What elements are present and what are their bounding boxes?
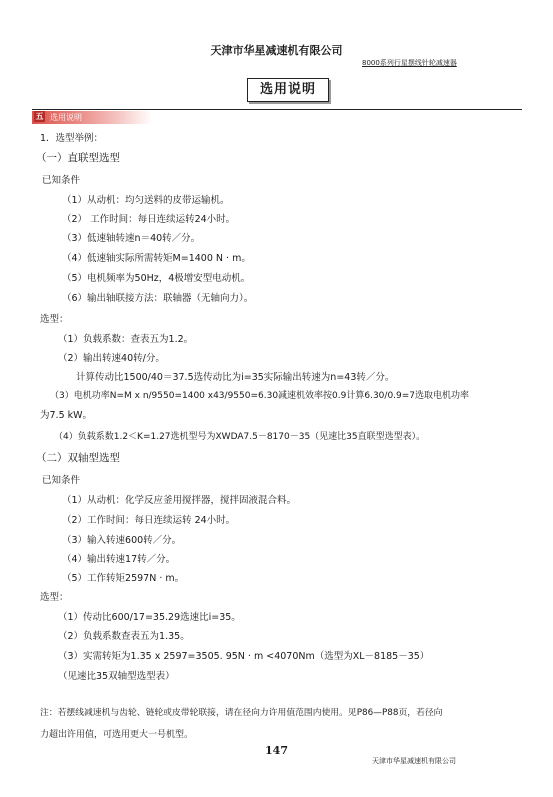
selection-line: （2）输出转速40转/分。 [58,353,165,364]
subsection-heading-direct: （一）直联型选型 [36,152,120,164]
note-line: 力超出许用值，可选用更大一号机型。 [40,730,194,740]
page-title: 选用说明 [247,78,329,102]
condition-line: （5）工作转矩2597N · m。 [62,573,185,584]
note-line: 注：若摆线减速机与齿轮、链轮或皮带轮联接，请在径向力许用值范围内使用。见P86—P88页，若径向 [40,708,443,718]
known-conditions-heading: 已知条件 [42,175,81,186]
selection-heading: 选型： [40,314,69,325]
selection-line: （3）实需转矩为1.35 x 2597=3505. 95N · m <4070Nm（选型为XL－8185－35） [58,651,430,662]
section-label: 选用说明 [50,113,82,122]
selection-line: （1）传动比600/17=35.29选速比i=35。 [58,612,241,623]
selection-line: （2）负载系数查表五为1.35。 [58,631,190,642]
condition-line: （3）低速轴转速n＝40转／分。 [62,233,201,244]
page-number: 147 [265,744,288,757]
selection-line: （见速比35双轴型选型表） [58,671,175,682]
known-conditions-heading: 已知条件 [42,475,81,486]
section-rule [32,109,522,110]
condition-line: （2） 工作时间：每日连续运转24小时。 [62,214,236,225]
selection-line: （4）负载系数1.2＜K=1.27选机型号为XWDA7.5－8170－35（见速比35直联型选型表）。 [54,432,426,442]
footer-company: 天津市华星减速机有限公司 [372,757,456,765]
selection-line: （1）负载系数：查表五为1.2。 [58,334,194,345]
example-heading: 1．选型举例： [40,133,104,144]
selection-heading: 选型： [40,592,69,603]
condition-line: （4）低速轴实际所需转矩M=1400 N · m。 [62,253,251,264]
selection-line: 为7.5 kW。 [40,410,93,421]
condition-line: （2）工作时间：每日连续运转 24小时。 [62,515,236,526]
subsection-heading-dual: （二）双轴型选型 [36,452,120,464]
selection-line: （3）电机功率N=M x n/9550=1400 x43/9550=6.30减速机效率按0.9计算6.30/0.9=7选取电机功率 [50,391,470,401]
company-name: 天津市华星减速机有限公司 [210,44,343,57]
condition-line: （5）电机频率为50Hz，4极增安型电动机。 [62,273,251,284]
section-number-badge: 五 [35,112,44,121]
condition-line: （6）输出轴联接方法：联轴器（无轴向力）。 [62,293,254,304]
condition-line: （1）从动机：均匀送料的皮带运输机。 [62,195,230,206]
condition-line: （1）从动机：化学反应釜用搅拌器，搅拌固液混合料。 [62,495,297,506]
condition-line: （3）输入转速600转／分。 [62,535,182,546]
condition-line: （4）输出转速17转／分。 [62,554,176,565]
selection-line: 计算传动比1500/40＝37.5选传动比为i=35实际输出转速为n=43转／分。 [76,372,395,383]
series-subtitle: 8000系列行星摆线针轮减速器 [362,59,457,67]
